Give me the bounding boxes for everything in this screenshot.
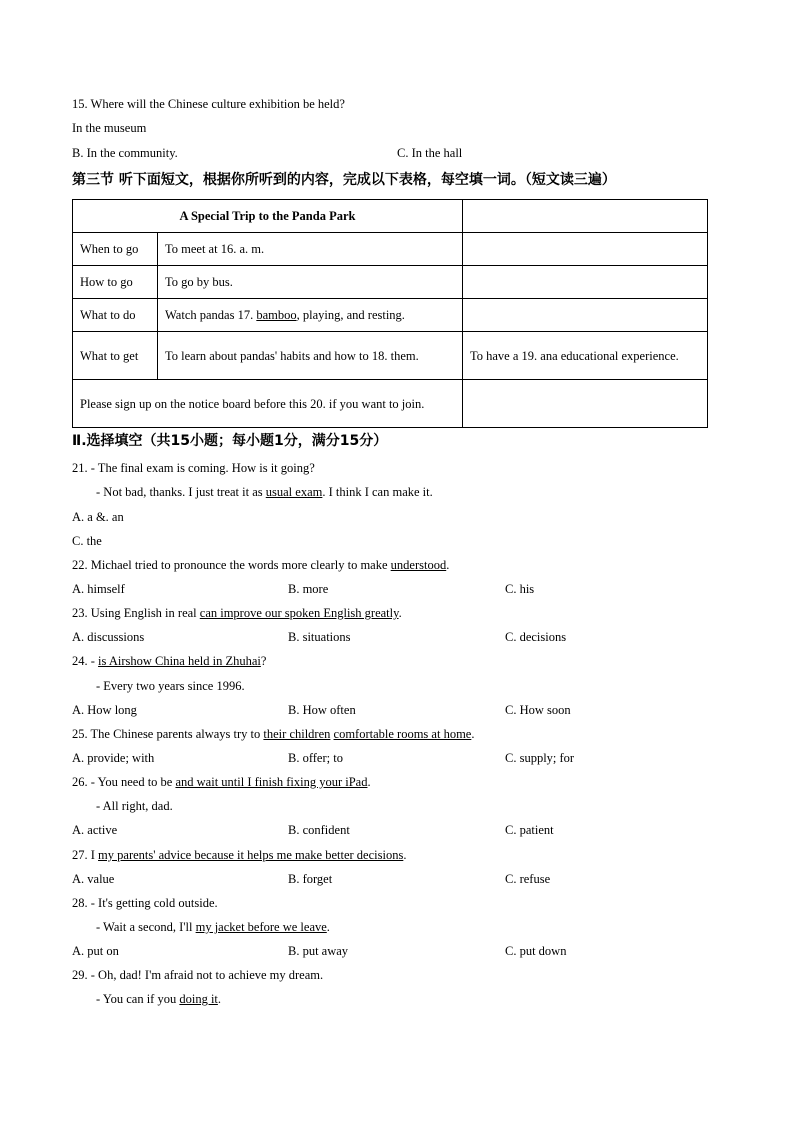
q24-option-a: A. How long <box>72 703 137 717</box>
table-row-label: What to get <box>73 332 158 380</box>
q15-option-b: B. In the community. <box>72 146 178 160</box>
table-row-label: When to go <box>73 233 158 266</box>
content-text: , playing, and resting. <box>296 308 405 322</box>
underlined-text: usual exam <box>265 485 323 499</box>
q26-question <box>72 774 371 790</box>
text: . <box>446 558 450 572</box>
table-row-content: To go by bus. <box>158 266 463 299</box>
q15-option-c: C. In the hall <box>397 146 463 160</box>
text: 23. Using English in real <box>72 606 200 620</box>
q22-option-a: A. himself <box>72 582 125 596</box>
text: 27. I <box>72 848 99 862</box>
table-row-extra: To have a 19. ana educational experience. <box>463 332 708 380</box>
q21-option-c: C. the <box>72 534 102 548</box>
text: . <box>403 848 407 862</box>
table-row-content: To learn about pandas' habits and how to 18. them. <box>158 332 463 380</box>
q25-option-a: A. provide; with <box>72 751 155 765</box>
q23-option-c: C. decisions <box>505 630 567 644</box>
section3-heading: 第三节 听下面短文，根据你所听到的内容，完成以下表格，每空填一词。（短文读三遍） <box>72 172 616 188</box>
table-row-content <box>158 299 463 332</box>
table-row-extra <box>463 233 708 266</box>
q27-option-b: B. forget <box>288 872 333 886</box>
content-text: Watch pandas 17. <box>165 308 257 322</box>
q25-option-c: C. supply; for <box>505 751 575 765</box>
table-row-extra <box>463 299 708 332</box>
text: . <box>398 606 402 620</box>
table-row-label: How to go <box>73 266 158 299</box>
table-row-label: What to do <box>73 299 158 332</box>
q27-question <box>72 847 406 863</box>
text: . I think I can make it. <box>322 485 433 499</box>
q25-question <box>72 726 474 742</box>
q25-option-b: B. offer; to <box>288 751 343 765</box>
text: 22. Michael tried to pronounce the words more clearly to make <box>72 558 391 572</box>
q28-option-a: A. put on <box>72 944 119 958</box>
q26-option-c: C. patient <box>505 823 554 837</box>
part2-heading: Ⅱ.选择填空（共15小题；每小题1分，满分15分） <box>72 433 388 449</box>
underlined-text: my jacket before we leave <box>195 920 327 934</box>
table-footer: Please sign up on the notice board before this 20. if you want to join. <box>73 380 463 428</box>
q23-option-a: A. discussions <box>72 630 145 644</box>
table-row-content: To meet at 16. a. m. <box>158 233 463 266</box>
underlined-text: my parents' advice because it helps me make better decisions <box>98 848 404 862</box>
q24-option-c: C. How soon <box>505 703 571 717</box>
underlined-text: can improve our spoken English greatly <box>199 606 399 620</box>
underlined-text: comfortable rooms at home <box>333 727 472 741</box>
underlined-text: is Airshow China held in Zhuhai <box>98 654 261 668</box>
table-title: A Special Trip to the Panda Park <box>73 200 463 233</box>
q27-option-a: A. value <box>72 872 115 886</box>
text: - Not bad, thanks. I just treat it as <box>96 485 266 499</box>
table-cell-empty <box>463 380 708 428</box>
content-underlined: bamboo <box>256 308 297 322</box>
q28-question: 28. - It's getting cold outside. <box>72 896 218 910</box>
text: . <box>471 727 475 741</box>
q22-option-b: B. more <box>288 582 329 596</box>
q28-response <box>96 919 330 935</box>
q21-response <box>96 484 433 500</box>
underlined-text: and wait until I finish fixing your iPad <box>175 775 368 789</box>
table-cell-empty <box>463 200 708 233</box>
q27-option-c: C. refuse <box>505 872 551 886</box>
q24-option-b: B. How often <box>288 703 356 717</box>
q26-response: - All right, dad. <box>96 799 173 813</box>
q28-option-b: B. put away <box>288 944 349 958</box>
text: 26. - You need to be <box>72 775 176 789</box>
q29-response <box>96 991 221 1007</box>
text: 24. - <box>72 654 99 668</box>
text: - You can if you <box>96 992 180 1006</box>
q29-question: 29. - Oh, dad! I'm afraid not to achieve my dream. <box>72 968 324 982</box>
q21-question: 21. - The final exam is coming. How is it going? <box>72 461 315 475</box>
text: . <box>326 920 330 934</box>
q28-option-c: C. put down <box>505 944 567 958</box>
text: . <box>217 992 222 1006</box>
underlined-text: their children <box>263 727 331 741</box>
q22-option-c: C. his <box>505 582 535 596</box>
text: ? <box>260 654 267 668</box>
q23-option-b: B. situations <box>288 630 351 644</box>
text: - Wait a second, I'll <box>96 920 196 934</box>
q24-response: - Every two years since 1996. <box>96 679 245 693</box>
text: 25. The Chinese parents always try to <box>72 727 264 741</box>
panda-trip-table <box>72 199 708 428</box>
q15-question: 15. Where will the Chinese culture exhibition be held? <box>72 97 345 111</box>
q21-option-a: A. a &. an <box>72 510 124 524</box>
q23-question <box>72 605 402 621</box>
text: . <box>367 775 371 789</box>
q22-question <box>72 557 449 573</box>
q15-option-a: In the museum <box>72 121 147 135</box>
table-row-extra <box>463 266 708 299</box>
underlined-text: understood <box>390 558 447 572</box>
q26-option-a: A. active <box>72 823 118 837</box>
underlined-text: doing it <box>179 992 218 1006</box>
q24-question <box>72 653 266 669</box>
q26-option-b: B. confident <box>288 823 350 837</box>
